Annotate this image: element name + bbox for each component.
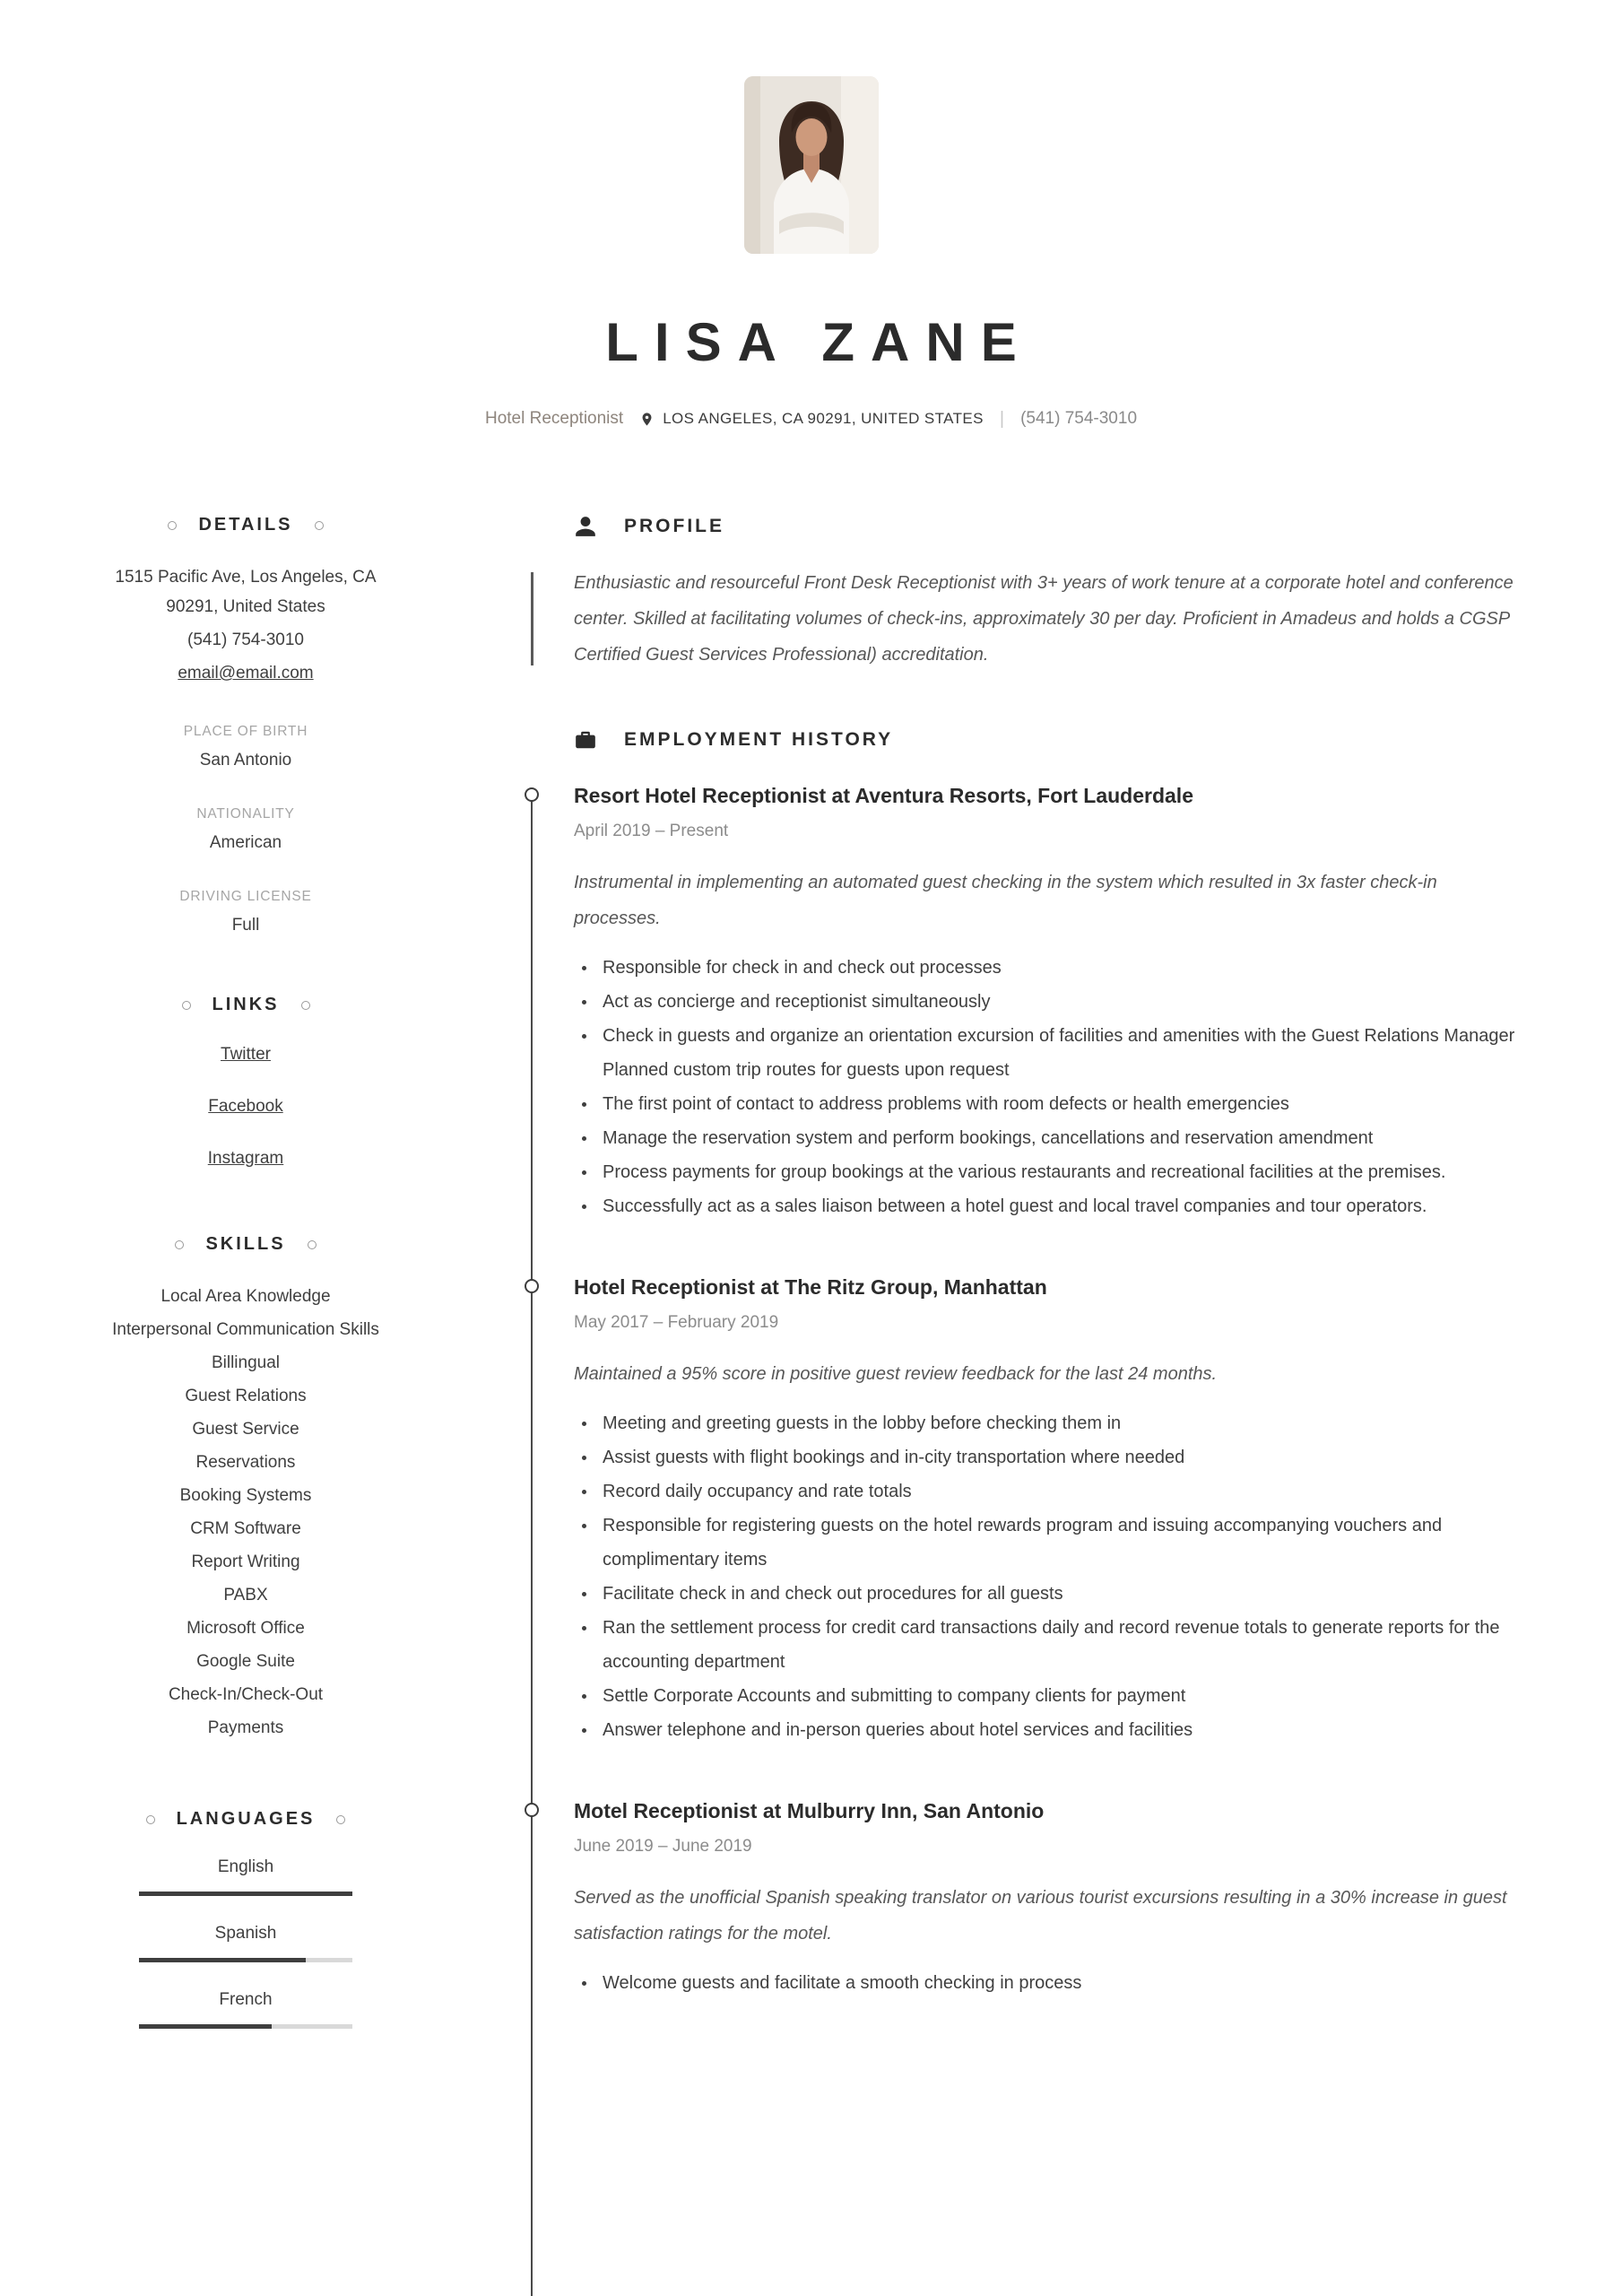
header-phone: (541) 754-3010 [1020, 409, 1138, 428]
language-level-bar [139, 1892, 352, 1896]
contact-separator: | [999, 409, 1005, 429]
skill-item: PABX [223, 1586, 268, 1605]
field-value: Full [231, 916, 260, 935]
address-text: 1515 Pacific Ave, Los Angeles, CA 90291, United States [115, 568, 377, 616]
header-job-title: Hotel Receptionist [484, 409, 624, 428]
bullet-item: • Responsible for registering guests on the hotel rewards program and issuing accompanying vouchers and complimentary items [597, 1509, 1525, 1577]
profile-summary-block [574, 565, 1525, 673]
bullet-item: • Answer telephone and in-person queries about hotel services and facilities [597, 1713, 1525, 1747]
bullet-item: • Process payments for group bookings at the various restaurants and recreational facilities at the premises. [597, 1155, 1525, 1189]
field-value: American [209, 833, 282, 852]
language-level-bar [139, 1958, 352, 1962]
contact-line [0, 407, 1622, 430]
skill-item: Billingual [211, 1353, 281, 1372]
skill-item: Local Area Knowledge [160, 1287, 331, 1306]
skill-item: Payments [207, 1718, 284, 1737]
profile-section-header [574, 515, 1525, 538]
language-item [106, 1924, 386, 1962]
skills-heading-label: SKILLS [205, 1234, 286, 1254]
field-value: San Antonio [199, 751, 292, 770]
links-heading-label: LINKS [212, 995, 280, 1014]
timeline-rail [531, 791, 533, 2296]
skill-item: Check-In/Check-Out [168, 1685, 324, 1704]
skill-item: Microsoft Office [186, 1619, 305, 1638]
profile-section [574, 515, 1525, 673]
bullet-item: • Facilitate check in and check out procedures for all guests [597, 1577, 1525, 1611]
sidebar-phone: (541) 754-3010 [187, 631, 304, 649]
languages-heading [106, 1809, 386, 1830]
language-level-fill [139, 1958, 306, 1962]
twitter-link[interactable]: Twitter [221, 1045, 271, 1064]
skills-heading [106, 1234, 386, 1255]
job-bullet-list [574, 1966, 1525, 2000]
skill-item: Guest Relations [185, 1387, 307, 1405]
links-heading [106, 995, 386, 1015]
employment-timeline [574, 782, 1525, 2000]
skill-item: Report Writing [191, 1552, 300, 1571]
field-label: NATIONALITY [196, 806, 295, 822]
ring-icon [308, 1240, 317, 1249]
employment-heading: EMPLOYMENT HISTORY [624, 729, 894, 750]
bullet-item: • Welcome guests and facilitate a smooth checking in process [597, 1966, 1525, 2000]
job-title: Resort Hotel Receptionist at Aventura Resorts, Fort Lauderdale [574, 784, 1193, 807]
job-dates: April 2019 – Present [574, 822, 729, 840]
language-level-fill [139, 1892, 352, 1896]
ring-icon [336, 1815, 345, 1824]
job-summary: Instrumental in implementing an automated guest checking in the system which resulted in 3x faster check-in processes. [574, 873, 1437, 928]
bullet-item: • Check in guests and organize an orientation excursion of facilities and amenities with the Guest Relations Manager Planned custom trip routes for guests upon request [597, 1019, 1525, 1087]
ring-icon [168, 521, 177, 530]
profile-photo-image [744, 76, 879, 254]
job-entry [574, 782, 1525, 1223]
job-bullet-list [574, 951, 1525, 1223]
language-name: Spanish [214, 1924, 277, 1943]
sidebar [106, 515, 386, 2029]
ring-icon [315, 521, 324, 530]
bullet-item: • The first point of contact to address problems with room defects or health emergencies [597, 1087, 1525, 1121]
job-bullet-list [574, 1406, 1525, 1747]
job-entry [574, 1797, 1525, 2000]
language-level-fill [139, 2024, 272, 2029]
job-title: Motel Receptionist at Mulburry Inn, San Antonio [574, 1799, 1045, 1822]
bullet-item: • Successfully act as a sales liaison between a hotel guest and local travel companies and tour operators. [597, 1189, 1525, 1223]
field-label: DRIVING LICENSE [179, 889, 312, 904]
skill-item: Booking Systems [179, 1486, 312, 1505]
ring-icon [182, 1001, 191, 1010]
content-columns [0, 515, 1622, 2029]
field-label: PLACE OF BIRTH [183, 724, 308, 739]
job-summary: Served as the unofficial Spanish speaking translator on various tourist excursions resulting in a 30% increase in guest satisfaction ratings for the motel. [574, 1888, 1507, 1944]
language-item [106, 1857, 386, 1896]
briefcase-icon [574, 728, 597, 752]
skill-item: Interpersonal Communication Skills [112, 1320, 379, 1339]
job-summary: Maintained a 95% score in positive guest review feedback for the last 24 months. [574, 1364, 1218, 1384]
email-link[interactable]: email@email.com [178, 664, 314, 683]
skill-item: Google Suite [196, 1652, 295, 1671]
profile-heading: PROFILE [624, 516, 725, 536]
bullet-item: • Settle Corporate Accounts and submitting to company clients for payment [597, 1679, 1525, 1713]
bullet-item: • Meeting and greeting guests in the lobby before checking them in [597, 1406, 1525, 1440]
bullet-item: • Act as concierge and receptionist simultaneously [597, 985, 1525, 1019]
detail-field [106, 724, 386, 770]
ring-icon [175, 1240, 184, 1249]
ring-icon [146, 1815, 155, 1824]
details-heading-label: DETAILS [198, 515, 293, 535]
language-level-bar [139, 2024, 352, 2029]
bullet-item: • Manage the reservation system and perform bookings, cancellations and reservation amendment [597, 1121, 1525, 1155]
language-name: French [219, 1990, 273, 2009]
header-location [639, 407, 984, 430]
resume-header [0, 0, 1622, 430]
bullet-item: • Record daily occupancy and rate totals [597, 1474, 1525, 1509]
detail-field [106, 806, 386, 853]
details-heading [106, 515, 386, 535]
person-icon [574, 515, 597, 538]
profile-photo [744, 76, 879, 254]
skill-item: Reservations [195, 1453, 296, 1472]
profile-summary-text: Enthusiastic and resourceful Front Desk Receptionist with 3+ years of work tenure at a corporate hotel and conference center. Skilled at facilitating volumes of check-ins, approximately 30 per day. Proficient in Amadeus and holds a CGSP Certified Guest Services Professional) accreditation. [574, 573, 1514, 665]
skills-list [106, 1280, 386, 1744]
header-address: LOS ANGELES, CA 90291, UNITED STATES [663, 410, 984, 427]
employment-section-header [574, 728, 1525, 752]
skills-section [106, 1234, 386, 1744]
links-section [106, 995, 386, 1171]
languages-heading-label: LANGUAGES [176, 1809, 316, 1829]
pin-icon [639, 412, 655, 427]
skill-item: Guest Service [192, 1420, 299, 1439]
languages-section [106, 1809, 386, 2029]
employment-section [574, 728, 1525, 2000]
bullet-item: • Responsible for check in and check out processes [597, 951, 1525, 985]
bullet-item: • Ran the settlement process for credit card transactions daily and record revenue totals to generate reports for the accounting department [597, 1611, 1525, 1679]
facebook-link[interactable]: Facebook [208, 1097, 283, 1116]
language-item [106, 1990, 386, 2029]
job-dates: May 2017 – February 2019 [574, 1313, 779, 1332]
bullet-item: • Assist guests with flight bookings and in-city transportation where needed [597, 1440, 1525, 1474]
candidate-name: LISA ZANE [605, 312, 1033, 372]
language-name: English [217, 1857, 274, 1876]
job-entry [574, 1274, 1525, 1747]
skill-item: CRM Software [190, 1519, 301, 1538]
ring-icon [301, 1001, 310, 1010]
main-column [574, 515, 1525, 2029]
job-title: Hotel Receptionist at The Ritz Group, Manhattan [574, 1275, 1047, 1299]
detail-field [106, 889, 386, 935]
instagram-link[interactable]: Instagram [207, 1149, 284, 1168]
job-dates: June 2019 – June 2019 [574, 1837, 752, 1856]
details-section [106, 515, 386, 935]
